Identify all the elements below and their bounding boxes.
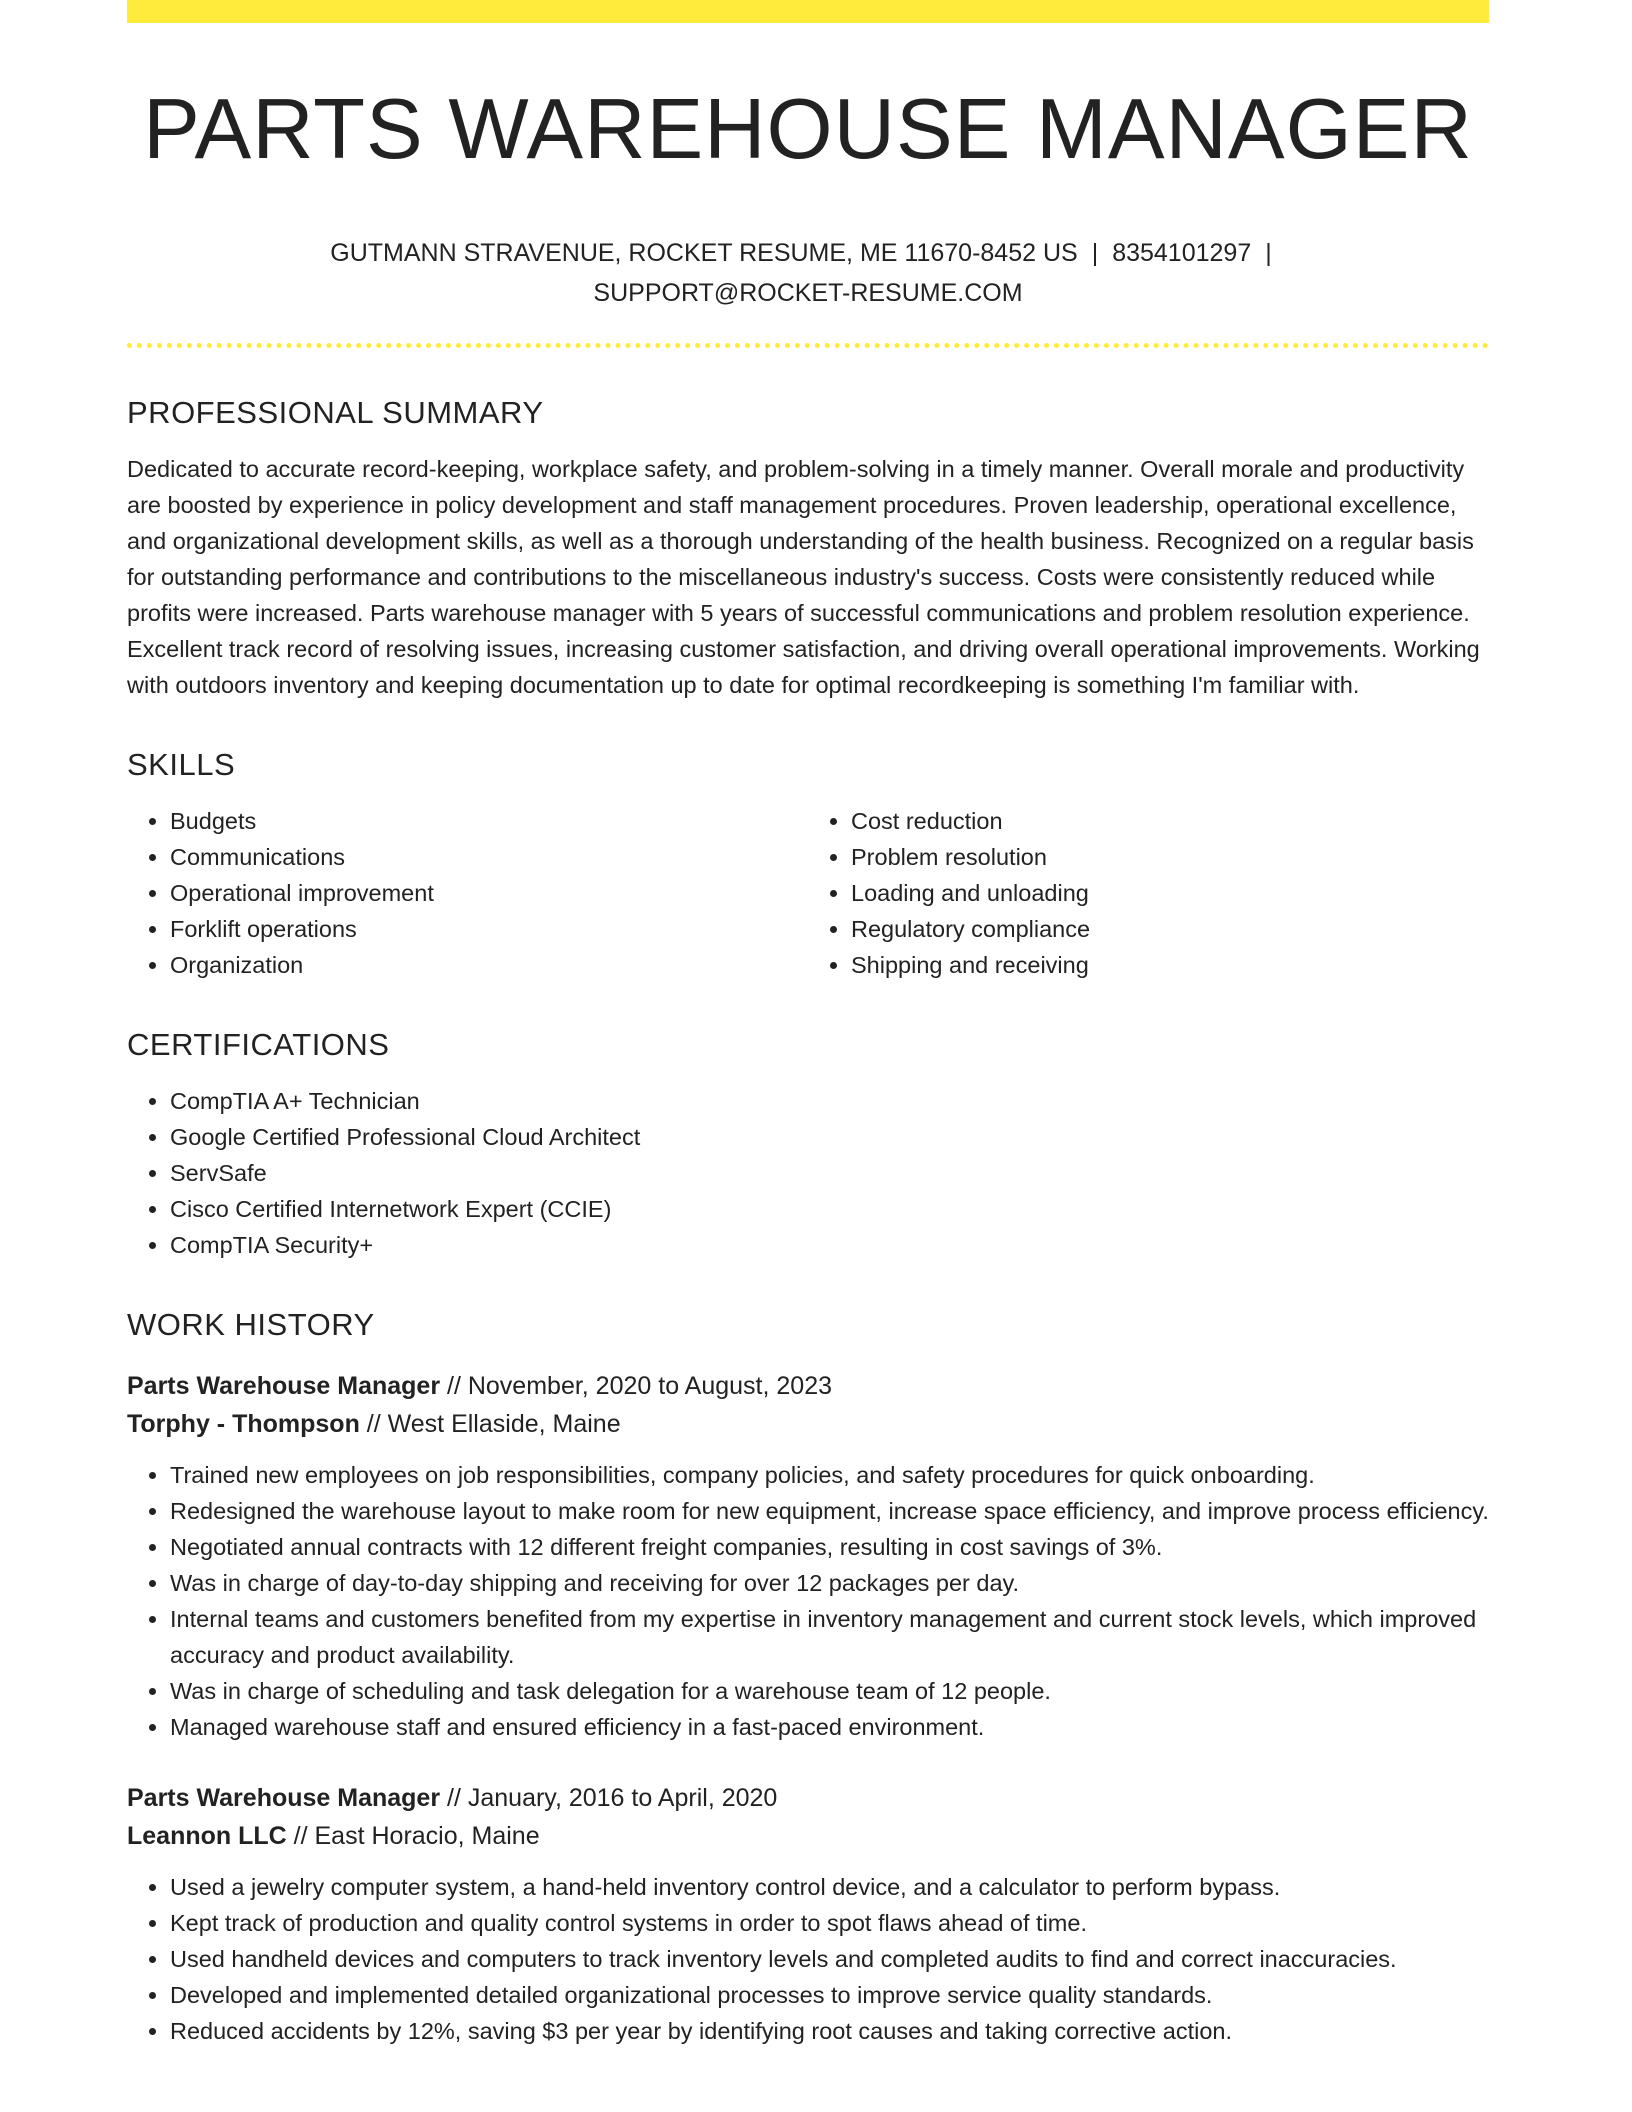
phone: 8354101297 xyxy=(1112,239,1252,267)
skills-list-right xyxy=(808,803,1489,983)
job-dates: // January, 2016 to April, 2020 xyxy=(447,1784,778,1812)
list-item: • Kept track of production and quality control systems in order to spot flaws ahead of time. xyxy=(170,1905,1489,1941)
job-company-line xyxy=(127,1405,1489,1443)
resume-title: PARTS WAREHOUSE MANAGER xyxy=(143,82,1473,177)
list-item: • Regulatory compliance xyxy=(851,911,1489,947)
job-entry xyxy=(127,1779,1489,2049)
list-item: • Google Certified Professional Cloud Architect xyxy=(170,1119,1489,1155)
dotted-divider xyxy=(127,343,1489,348)
accent-bar xyxy=(127,0,1489,23)
list-item: • Budgets xyxy=(170,803,808,839)
list-item: • CompTIA A+ Technician xyxy=(170,1083,1489,1119)
list-item: • Was in charge of scheduling and task delegation for a warehouse team of 12 people. xyxy=(170,1673,1489,1709)
job-title: Parts Warehouse Manager xyxy=(127,1372,441,1400)
list-item: • Developed and implemented detailed organizational processes to improve service quality standards. xyxy=(170,1977,1489,2013)
list-item: • Used a jewelry computer system, a hand-held inventory control device, and a calculator to perform bypass. xyxy=(170,1869,1489,1905)
skills-heading: SKILLS xyxy=(127,747,236,782)
list-item: • Organization xyxy=(170,947,808,983)
list-item: • CompTIA Security+ xyxy=(170,1227,1489,1263)
summary-text: Dedicated to accurate record-keeping, workplace safety, and problem-solving in a timely manner. Overall morale and productivity are boosted by experience in policy development and staff management procedures. Proven leadership, operational excellence, and organizational development skills, as well as a thorough understanding of the health business. Recognized on a regular basis for outstanding performance and contributions to the miscellaneous industry's success. Costs were consistently reduced while profits were increased. Parts warehouse manager with 5 years of successful communications and problem resolution experience. Excellent track record of resolving issues, increasing customer satisfaction, and driving overall operational improvements. Working with outdoors inventory and keeping documentation up to date for optimal recordkeeping is something I'm familiar with. xyxy=(127,456,1480,698)
address: GUTMANN STRAVENUE, ROCKET RESUME, ME 11670-8452 US xyxy=(330,239,1078,267)
separator: | xyxy=(1265,239,1272,267)
list-item: • ServSafe xyxy=(170,1155,1489,1191)
separator: | xyxy=(1091,239,1099,267)
list-item: • Trained new employees on job responsibilities, company policies, and safety procedures for quick onboarding. xyxy=(170,1457,1489,1493)
list-item: • Communications xyxy=(170,839,808,875)
job-location: // West Ellaside, Maine xyxy=(366,1410,621,1438)
list-item: • Used handheld devices and computers to track inventory levels and completed audits to find and correct inaccuracies. xyxy=(170,1941,1489,1977)
work-history-heading: WORK HISTORY xyxy=(127,1307,375,1342)
list-item: • Internal teams and customers benefited from my expertise in inventory management and current stock levels, which improved accuracy and product availability. xyxy=(170,1601,1489,1673)
list-item: • Shipping and receiving xyxy=(851,947,1489,983)
list-item: • Was in charge of day-to-day shipping and receiving for over 12 packages per day. xyxy=(170,1565,1489,1601)
job-company: Torphy - Thompson xyxy=(127,1410,360,1438)
job-company: Leannon LLC xyxy=(127,1822,287,1850)
summary-heading: PROFESSIONAL SUMMARY xyxy=(127,395,544,430)
job-entry xyxy=(127,1367,1489,1745)
certifications-section xyxy=(127,1017,1489,1263)
job-company-line xyxy=(127,1817,1489,1855)
list-item: • Cisco Certified Internetwork Expert (CCIE) xyxy=(170,1191,1489,1227)
resume-content xyxy=(127,385,1489,2049)
job-title-line xyxy=(127,1367,1489,1405)
job-bullets xyxy=(127,1869,1489,2049)
list-item: • Problem resolution xyxy=(851,839,1489,875)
job-location: // East Horacio, Maine xyxy=(293,1822,540,1850)
certifications-list xyxy=(127,1083,1489,1263)
skills-columns xyxy=(127,803,1489,983)
certifications-heading: CERTIFICATIONS xyxy=(127,1027,390,1062)
contact-line-2 xyxy=(127,273,1489,313)
contact-line-1 xyxy=(127,233,1489,273)
list-item: • Reduced accidents by 12%, saving $3 per year by identifying root causes and taking corrective action. xyxy=(170,2013,1489,2049)
list-item: • Cost reduction xyxy=(851,803,1489,839)
job-title-line xyxy=(127,1779,1489,1817)
summary-section xyxy=(127,385,1489,703)
work-history-section xyxy=(127,1297,1489,2049)
list-item: • Operational improvement xyxy=(170,875,808,911)
contact-info xyxy=(127,233,1489,313)
skills-list-left xyxy=(127,803,808,983)
skills-section xyxy=(127,737,1489,983)
email: SUPPORT@ROCKET-RESUME.COM xyxy=(593,279,1023,307)
list-item: • Managed warehouse staff and ensured efficiency in a fast-paced environment. xyxy=(170,1709,1489,1745)
job-dates: // November, 2020 to August, 2023 xyxy=(447,1372,833,1400)
job-title: Parts Warehouse Manager xyxy=(127,1784,441,1812)
job-bullets xyxy=(127,1457,1489,1745)
jobs-list xyxy=(127,1367,1489,2049)
list-item: • Redesigned the warehouse layout to make room for new equipment, increase space efficiency, and improve process efficiency. xyxy=(170,1493,1489,1529)
list-item: • Negotiated annual contracts with 12 different freight companies, resulting in cost savings of 3%. xyxy=(170,1529,1489,1565)
list-item: • Forklift operations xyxy=(170,911,808,947)
list-item: • Loading and unloading xyxy=(851,875,1489,911)
